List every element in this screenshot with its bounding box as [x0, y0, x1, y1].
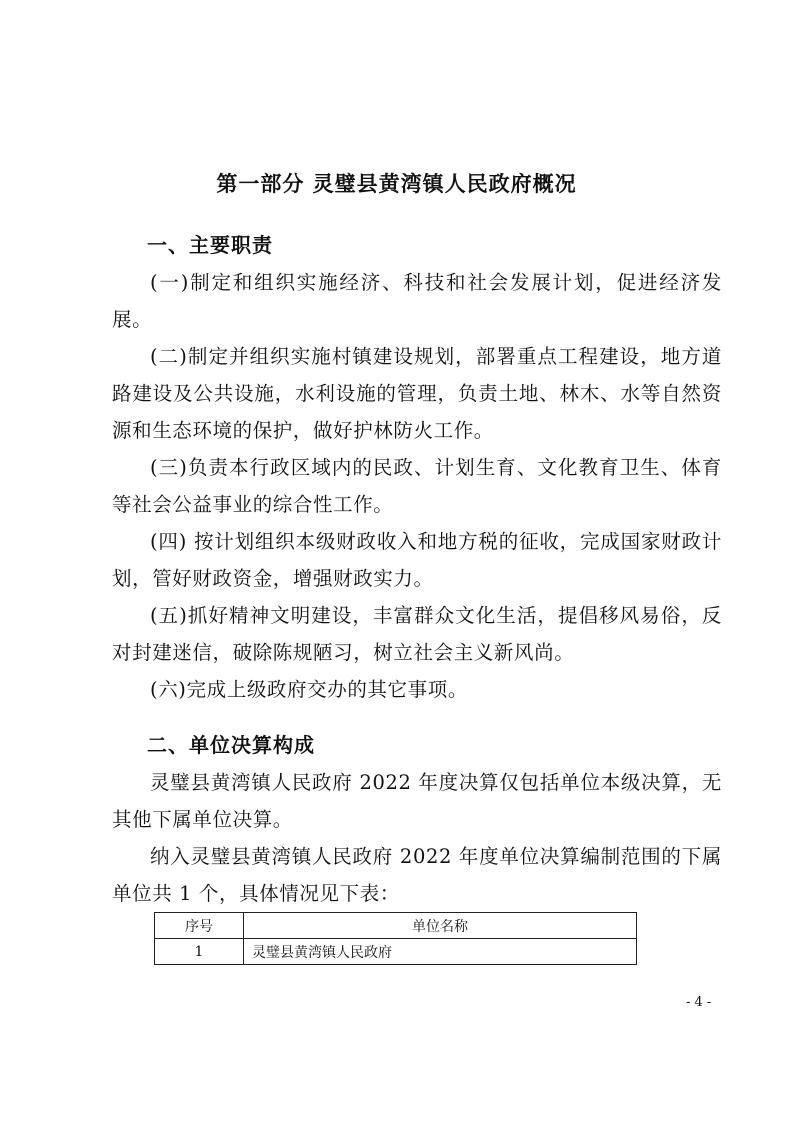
header-index: 序号 — [155, 913, 244, 939]
duty-item-3: (三)负责本行政区域内的民政、计划生育、文化教育卫生、体育等社会公益事业的综合性工作。 — [112, 456, 722, 516]
duty-item-5: (五)抓好精神文明建设，丰富群众文化生活，提倡移风易俗，反对封建迷信，破除陈规陋习，树立社会主义新风尚。 — [112, 604, 722, 664]
section1-heading: 一、主要职责 — [147, 233, 273, 257]
duty-item-6: (六)完成上级政府交办的其它事项。 — [150, 678, 468, 701]
cell-unit-name: 灵璧县黄湾镇人民政府 — [244, 939, 637, 965]
duty-item-4: (四) 按计划组织本级财政收入和地方税的征收，完成国家财政计划，管好财政资金，增强财政实力。 — [112, 530, 722, 590]
subordinate-units-table — [154, 912, 637, 965]
composition-paragraph-2: 纳入灵璧县黄湾镇人民政府 2022 年度单位决算编制范围的下属单位共 1 个，具体情况见下表： — [112, 845, 722, 905]
cell-index: 1 — [155, 939, 244, 965]
page-number: - 4 - — [686, 995, 712, 1010]
page-title: 第一部分 灵璧县黄湾镇人民政府概况 — [216, 172, 577, 196]
section2-heading: 二、单位决算构成 — [147, 733, 315, 757]
table-header-row — [155, 913, 637, 939]
duty-item-1: (一)制定和组织实施经济、科技和社会发展计划，促进经济发展。 — [112, 271, 722, 331]
duty-item-2: (二)制定并组织实施村镇建设规划，部署重点工程建设，地方道路建设及公共设施，水利设施的管理，负责土地、林木、水等自然资源和生态环境的保护，做好护林防火工作。 — [112, 345, 722, 442]
composition-paragraph-1: 灵璧县黄湾镇人民政府 2022 年度决算仅包括单位本级决算，无其他下属单位决算。 — [112, 771, 722, 831]
table-row — [155, 939, 637, 965]
header-unit-name: 单位名称 — [244, 913, 637, 939]
